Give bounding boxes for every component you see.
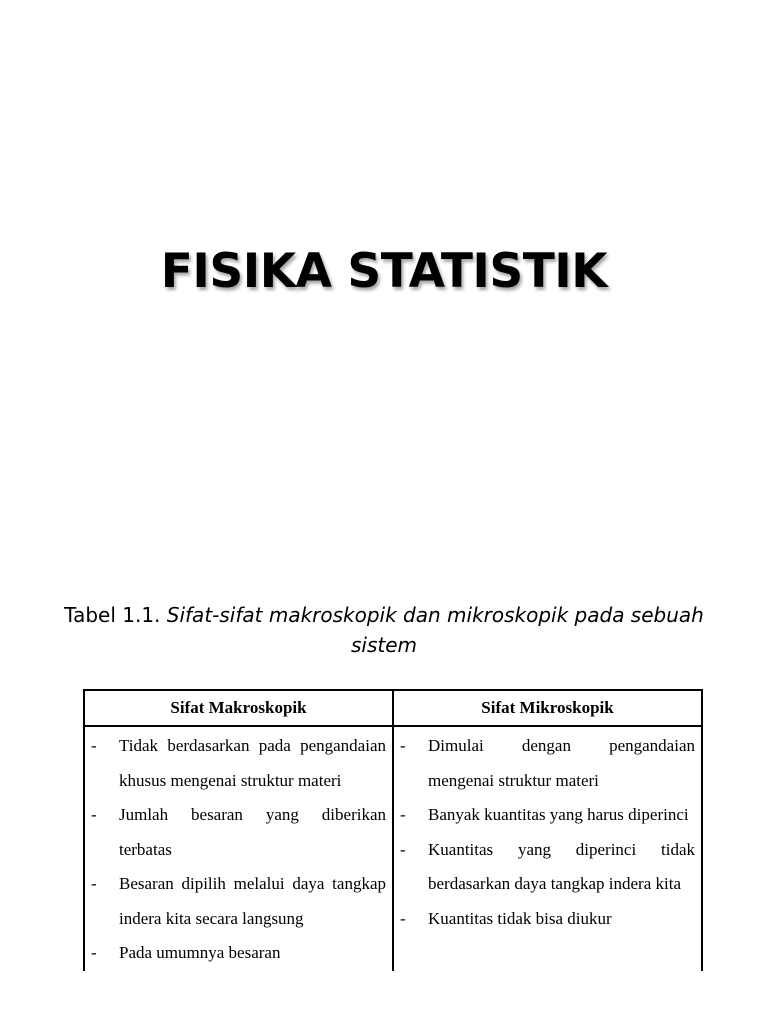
table-header-row	[84, 690, 702, 726]
list-item	[87, 798, 386, 867]
list-item-text: Kuantitas tidak bisa diukur	[428, 908, 612, 928]
list-item	[396, 798, 695, 833]
bullet-dash: -	[400, 805, 406, 824]
bullet-dash: -	[400, 908, 406, 928]
table-caption-label: Tabel 1.1.	[64, 603, 161, 627]
header-makroskopik: Sifat Makroskopik	[84, 690, 393, 726]
makroskopik-cell	[84, 726, 393, 971]
list-item	[396, 833, 695, 902]
header-mikroskopik: Sifat Mikroskopik	[393, 690, 702, 726]
bullet-dash: -	[400, 736, 406, 755]
makroskopik-list	[87, 729, 386, 971]
bullet-dash: -	[400, 839, 406, 859]
list-item	[87, 867, 386, 936]
mikroskopik-list	[396, 729, 695, 936]
bullet-dash: -	[91, 805, 97, 824]
list-item	[87, 936, 386, 971]
table-caption-description: Sifat-sifat makroskopik dan mikroskopik pada sebuah sistem	[166, 603, 704, 657]
list-item-text: Besaran dipilih melalui daya tangkap indera kita secara langsung	[119, 874, 386, 928]
bullet-dash: -	[91, 943, 97, 962]
list-item-text: Kuantitas yang diperinci tidak berdasarkan daya tangkap indera kita	[428, 839, 695, 893]
table-caption	[40, 600, 728, 660]
list-item-text: Tidak berdasarkan pada pengandaian khusus mengenai struktur materi	[119, 736, 386, 790]
list-item-text: Pada umumnya besaran	[119, 943, 281, 962]
page-title: FISIKA STATISTIK	[160, 244, 608, 299]
properties-table	[83, 689, 703, 971]
list-item-text: Jumlah besaran yang diberikan terbatas	[119, 805, 386, 859]
list-item-text: Dimulai dengan pengandaian mengenai struktur materi	[428, 736, 695, 790]
list-item	[396, 729, 695, 798]
table-row	[84, 726, 702, 971]
bullet-dash: -	[91, 736, 97, 755]
bullet-dash: -	[91, 874, 97, 893]
list-item	[87, 729, 386, 798]
mikroskopik-cell	[393, 726, 702, 971]
list-item	[396, 902, 695, 937]
list-item-text: Banyak kuantitas yang harus diperinci	[428, 805, 689, 824]
